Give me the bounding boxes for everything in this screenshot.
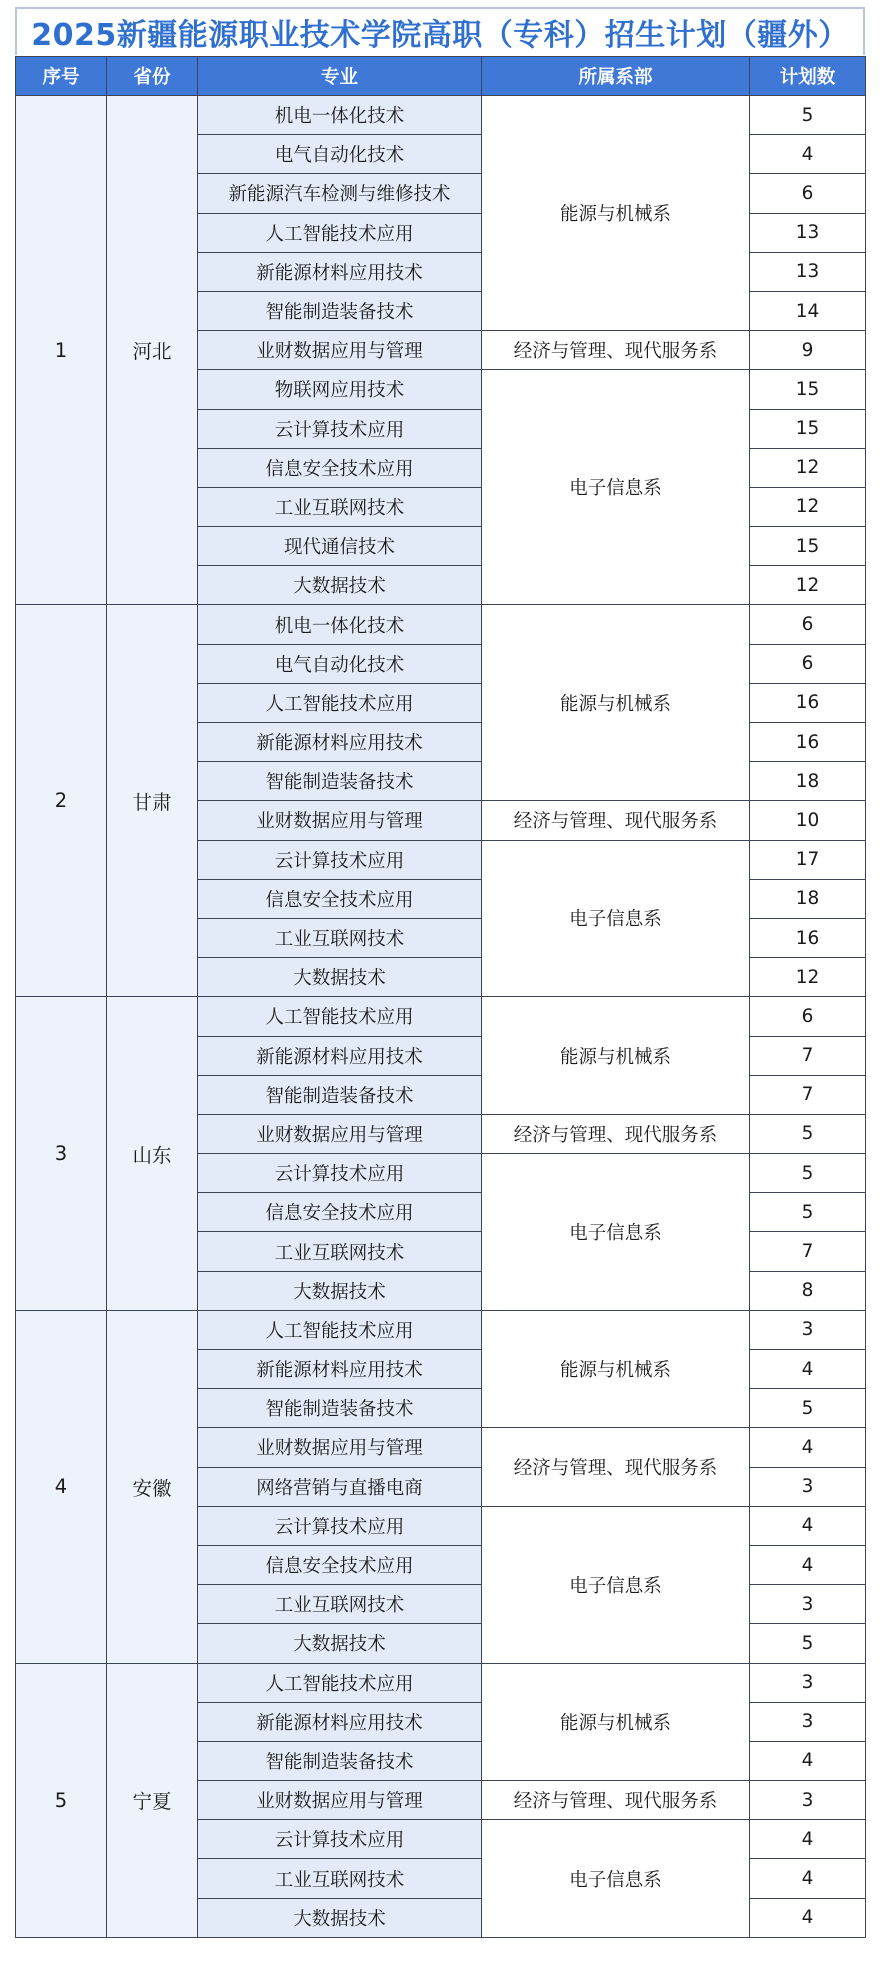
cell-major: 业财数据应用与管理 bbox=[198, 801, 482, 840]
enrollment-plan-table bbox=[15, 56, 866, 1938]
cell-province: 山东 bbox=[107, 997, 198, 1311]
cell-major: 信息安全技术应用 bbox=[198, 879, 482, 918]
page-title: 2025新疆能源职业技术学院高职（专科）招生计划（疆外） bbox=[15, 7, 865, 55]
cell-major: 云计算技术应用 bbox=[198, 840, 482, 879]
table-row bbox=[16, 1663, 866, 1702]
cell-major: 大数据技术 bbox=[198, 958, 482, 997]
cell-major: 人工智能技术应用 bbox=[198, 213, 482, 252]
cell-major: 智能制造装备技术 bbox=[198, 291, 482, 330]
table-body bbox=[16, 96, 866, 1938]
cell-department: 能源与机械系 bbox=[482, 997, 750, 1115]
cell-department: 能源与机械系 bbox=[482, 1310, 750, 1428]
cell-major: 人工智能技术应用 bbox=[198, 1310, 482, 1349]
cell-department: 电子信息系 bbox=[482, 1820, 750, 1938]
cell-major: 工业互联网技术 bbox=[198, 918, 482, 957]
cell-department: 电子信息系 bbox=[482, 1154, 750, 1311]
header-department: 所属系部 bbox=[482, 57, 750, 96]
cell-major: 新能源材料应用技术 bbox=[198, 252, 482, 291]
cell-plan-count: 15 bbox=[750, 409, 866, 448]
table-row bbox=[16, 96, 866, 135]
cell-major: 云计算技术应用 bbox=[198, 1154, 482, 1193]
cell-plan-count: 4 bbox=[750, 1898, 866, 1937]
cell-plan-count: 4 bbox=[750, 1859, 866, 1898]
cell-seq: 2 bbox=[16, 605, 107, 997]
cell-plan-count: 3 bbox=[750, 1702, 866, 1741]
cell-plan-count: 17 bbox=[750, 840, 866, 879]
cell-plan-count: 16 bbox=[750, 723, 866, 762]
cell-department: 能源与机械系 bbox=[482, 1663, 750, 1781]
cell-major: 业财数据应用与管理 bbox=[198, 1428, 482, 1467]
table-header bbox=[16, 57, 866, 96]
cell-plan-count: 18 bbox=[750, 762, 866, 801]
cell-major: 新能源材料应用技术 bbox=[198, 1036, 482, 1075]
cell-plan-count: 4 bbox=[750, 1820, 866, 1859]
cell-major: 人工智能技术应用 bbox=[198, 683, 482, 722]
cell-major: 云计算技术应用 bbox=[198, 1506, 482, 1545]
cell-plan-count: 12 bbox=[750, 566, 866, 605]
cell-plan-count: 5 bbox=[750, 1154, 866, 1193]
cell-plan-count: 12 bbox=[750, 958, 866, 997]
cell-major: 电气自动化技术 bbox=[198, 135, 482, 174]
cell-department: 经济与管理、现代服务系 bbox=[482, 1428, 750, 1506]
cell-major: 云计算技术应用 bbox=[198, 1820, 482, 1859]
cell-plan-count: 7 bbox=[750, 1036, 866, 1075]
cell-plan-count: 13 bbox=[750, 252, 866, 291]
cell-plan-count: 15 bbox=[750, 370, 866, 409]
cell-major: 机电一体化技术 bbox=[198, 96, 482, 135]
cell-major: 智能制造装备技术 bbox=[198, 762, 482, 801]
cell-plan-count: 4 bbox=[750, 1428, 866, 1467]
cell-major: 云计算技术应用 bbox=[198, 409, 482, 448]
cell-department: 能源与机械系 bbox=[482, 605, 750, 801]
cell-plan-count: 4 bbox=[750, 1350, 866, 1389]
cell-plan-count: 9 bbox=[750, 331, 866, 370]
cell-plan-count: 7 bbox=[750, 1075, 866, 1114]
cell-plan-count: 3 bbox=[750, 1467, 866, 1506]
cell-plan-count: 6 bbox=[750, 174, 866, 213]
cell-department: 经济与管理、现代服务系 bbox=[482, 1114, 750, 1153]
cell-plan-count: 12 bbox=[750, 448, 866, 487]
cell-major: 大数据技术 bbox=[198, 1271, 482, 1310]
cell-plan-count: 6 bbox=[750, 997, 866, 1036]
cell-major: 新能源材料应用技术 bbox=[198, 723, 482, 762]
cell-plan-count: 5 bbox=[750, 1193, 866, 1232]
cell-plan-count: 3 bbox=[750, 1585, 866, 1624]
cell-province: 河北 bbox=[107, 96, 198, 605]
cell-major: 信息安全技术应用 bbox=[198, 1545, 482, 1584]
cell-major: 智能制造装备技术 bbox=[198, 1741, 482, 1780]
header-plan-count: 计划数 bbox=[750, 57, 866, 96]
table-row bbox=[16, 997, 866, 1036]
cell-department: 经济与管理、现代服务系 bbox=[482, 801, 750, 840]
cell-major: 新能源汽车检测与维修技术 bbox=[198, 174, 482, 213]
cell-plan-count: 4 bbox=[750, 135, 866, 174]
cell-major: 人工智能技术应用 bbox=[198, 1663, 482, 1702]
cell-province: 安徽 bbox=[107, 1310, 198, 1663]
cell-plan-count: 3 bbox=[750, 1663, 866, 1702]
cell-department: 经济与管理、现代服务系 bbox=[482, 331, 750, 370]
cell-plan-count: 18 bbox=[750, 879, 866, 918]
cell-seq: 3 bbox=[16, 997, 107, 1311]
header-province: 省份 bbox=[107, 57, 198, 96]
cell-plan-count: 4 bbox=[750, 1741, 866, 1780]
cell-province: 宁夏 bbox=[107, 1663, 198, 1937]
cell-plan-count: 12 bbox=[750, 487, 866, 526]
cell-seq: 4 bbox=[16, 1310, 107, 1663]
cell-department: 电子信息系 bbox=[482, 1506, 750, 1663]
cell-department: 能源与机械系 bbox=[482, 96, 750, 331]
cell-seq: 5 bbox=[16, 1663, 107, 1937]
cell-plan-count: 13 bbox=[750, 213, 866, 252]
cell-major: 机电一体化技术 bbox=[198, 605, 482, 644]
cell-major: 业财数据应用与管理 bbox=[198, 331, 482, 370]
cell-plan-count: 5 bbox=[750, 96, 866, 135]
cell-major: 新能源材料应用技术 bbox=[198, 1702, 482, 1741]
cell-major: 物联网应用技术 bbox=[198, 370, 482, 409]
cell-plan-count: 5 bbox=[750, 1389, 866, 1428]
cell-major: 新能源材料应用技术 bbox=[198, 1350, 482, 1389]
cell-plan-count: 16 bbox=[750, 683, 866, 722]
cell-plan-count: 4 bbox=[750, 1506, 866, 1545]
cell-major: 大数据技术 bbox=[198, 1898, 482, 1937]
cell-department: 经济与管理、现代服务系 bbox=[482, 1781, 750, 1820]
cell-department: 电子信息系 bbox=[482, 840, 750, 997]
cell-plan-count: 7 bbox=[750, 1232, 866, 1271]
table-row bbox=[16, 1310, 866, 1349]
cell-plan-count: 5 bbox=[750, 1624, 866, 1663]
cell-major: 大数据技术 bbox=[198, 566, 482, 605]
table-row bbox=[16, 605, 866, 644]
cell-plan-count: 16 bbox=[750, 918, 866, 957]
cell-plan-count: 6 bbox=[750, 644, 866, 683]
cell-major: 业财数据应用与管理 bbox=[198, 1781, 482, 1820]
header-seq: 序号 bbox=[16, 57, 107, 96]
cell-major: 人工智能技术应用 bbox=[198, 997, 482, 1036]
cell-major: 业财数据应用与管理 bbox=[198, 1114, 482, 1153]
cell-major: 智能制造装备技术 bbox=[198, 1389, 482, 1428]
cell-major: 智能制造装备技术 bbox=[198, 1075, 482, 1114]
header-major: 专业 bbox=[198, 57, 482, 96]
cell-major: 大数据技术 bbox=[198, 1624, 482, 1663]
cell-plan-count: 14 bbox=[750, 291, 866, 330]
cell-major: 工业互联网技术 bbox=[198, 1859, 482, 1898]
cell-plan-count: 15 bbox=[750, 527, 866, 566]
cell-major: 工业互联网技术 bbox=[198, 487, 482, 526]
cell-major: 工业互联网技术 bbox=[198, 1232, 482, 1271]
cell-major: 信息安全技术应用 bbox=[198, 448, 482, 487]
cell-major: 信息安全技术应用 bbox=[198, 1193, 482, 1232]
cell-seq: 1 bbox=[16, 96, 107, 605]
cell-plan-count: 10 bbox=[750, 801, 866, 840]
cell-plan-count: 4 bbox=[750, 1545, 866, 1584]
cell-plan-count: 5 bbox=[750, 1114, 866, 1153]
header-row bbox=[16, 57, 866, 96]
cell-major: 现代通信技术 bbox=[198, 527, 482, 566]
cell-plan-count: 3 bbox=[750, 1310, 866, 1349]
cell-department: 电子信息系 bbox=[482, 370, 750, 605]
cell-plan-count: 3 bbox=[750, 1781, 866, 1820]
cell-plan-count: 8 bbox=[750, 1271, 866, 1310]
cell-plan-count: 6 bbox=[750, 605, 866, 644]
cell-major: 网络营销与直播电商 bbox=[198, 1467, 482, 1506]
cell-major: 电气自动化技术 bbox=[198, 644, 482, 683]
cell-province: 甘肃 bbox=[107, 605, 198, 997]
cell-major: 工业互联网技术 bbox=[198, 1585, 482, 1624]
